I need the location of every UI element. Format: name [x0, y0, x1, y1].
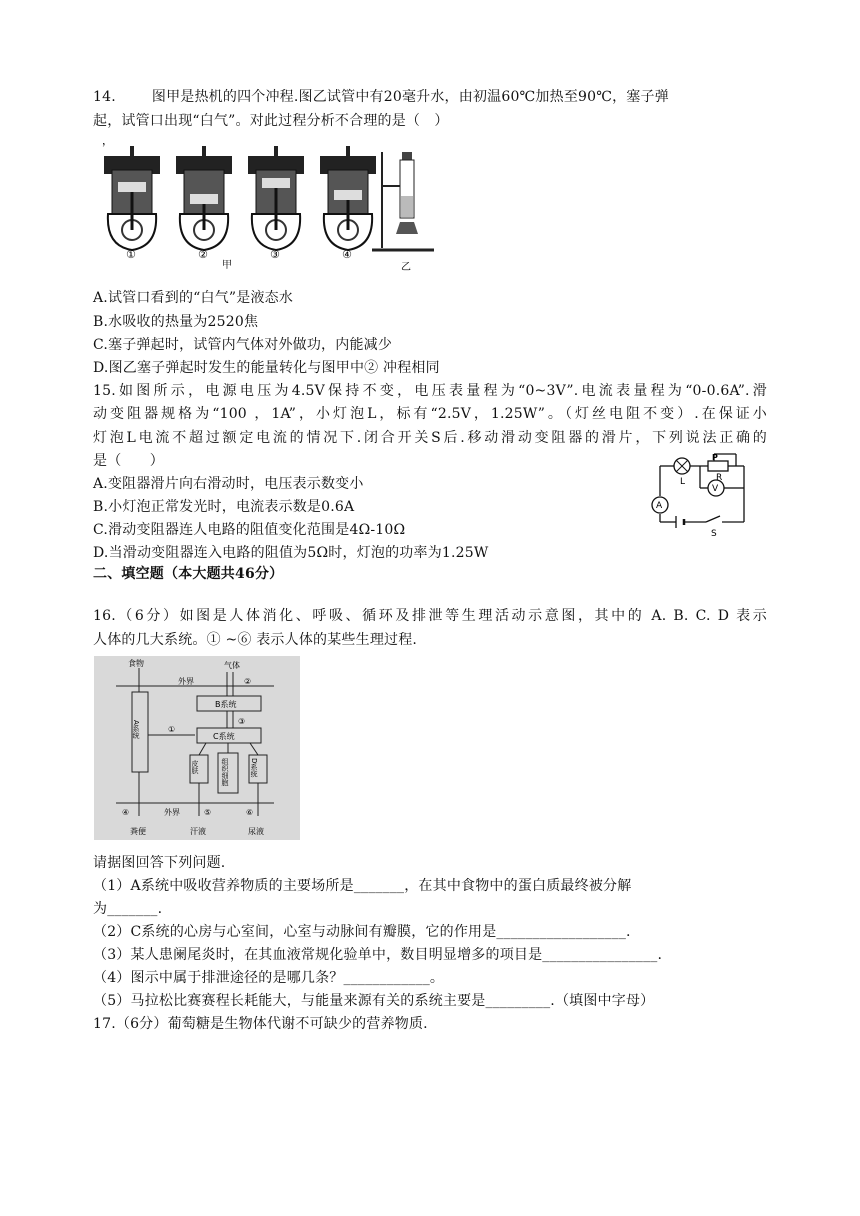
engine-label-3: ③ — [270, 248, 280, 261]
engine-label-2: ② — [198, 248, 208, 261]
label-r: R — [716, 473, 723, 483]
engine-diagram-1 — [104, 146, 160, 250]
q16-physiology-diagram — [94, 656, 300, 840]
q16-prompt: 请据图回答下列问题. — [93, 855, 226, 871]
q17-text: 17.（6分）葡萄糖是生物体代谢不可缺少的营养物质. — [93, 1016, 428, 1032]
label-d-system: D系统 — [250, 758, 258, 778]
q15-option-d: D.当滑动变阻器连入电路的阻值为5Ω时，灯泡的功率为1.25W — [93, 545, 489, 561]
label-outside-bottom: 外界 — [164, 808, 180, 817]
q14-option-b: B.水吸收的热量为2520焦 — [93, 314, 259, 330]
q15-option-b: B.小灯泡正常发光时，电流表示数是0.6A — [93, 499, 355, 515]
q14-number: 14. — [93, 89, 116, 105]
label-p: P — [712, 453, 718, 462]
q14-text-line1: 图甲是热机的四个冲程.图乙试管中有20毫升水，由初温60℃加热至90℃，塞子弹 — [151, 89, 669, 105]
engine-label-4: ④ — [342, 248, 352, 261]
q14-figure — [96, 134, 436, 276]
engine-diagram-4 — [320, 146, 376, 250]
label-a-system: A系统 — [132, 720, 140, 739]
q16-line1: 16.（6分）如图是人体消化、呼吸、循环及排泄等生理活动示意图，其中的 A. B. C. D 表示 — [93, 608, 767, 624]
battery-symbol — [676, 516, 684, 528]
label-s: S — [711, 529, 717, 539]
section-2-title: 二、填空题（本大题共46分） — [93, 566, 284, 582]
q14-option-a: A.试管口看到的“白气”是液态水 — [93, 290, 294, 306]
label-skin: 皮肤 — [191, 760, 199, 774]
label-food: 食物 — [128, 659, 144, 668]
engine-label-1: ① — [126, 248, 136, 261]
q14-line1 — [93, 86, 669, 106]
label-gas: 气体 — [224, 661, 240, 670]
label-process-5: ⑤ — [204, 808, 212, 817]
label-c-system: C系统 — [213, 732, 235, 741]
label-l: L — [680, 477, 686, 487]
label-a: A — [656, 501, 663, 511]
engine-diagram-3 — [248, 146, 304, 250]
test-tube-apparatus — [372, 152, 434, 250]
q15-line4: 是（ ） — [93, 453, 164, 469]
q15-option-a: A.变阻器滑片向右滑动时，电压表示数变小 — [93, 476, 364, 492]
q16-sub-2: （2）C系统的心房与心室间，心室与动脉间有瓣膜，它的作用是__________________. — [93, 924, 631, 940]
q15-line3: 灯泡L电流不超过额定电流的情况下.闭合开关S后.移动滑动变阻器的滑片，下列说法正确的 — [93, 430, 767, 446]
label-process-3: ③ — [238, 717, 246, 726]
q16-line2: 人体的几大系统。① ~⑥ 表示人体的某些生理过程. — [93, 632, 418, 648]
label-process-4: ④ — [122, 808, 130, 817]
q15-option-c: C.滑动变阻器连人电路的阻值变化范围是4Ω-10Ω — [93, 522, 406, 538]
engine-diagram-2 — [176, 146, 232, 250]
label-process-6: ⑥ — [246, 808, 254, 817]
q14-option-c: C.塞子弹起时，试管内气体对外做功，内能减少 — [93, 337, 393, 353]
label-process-2: ② — [244, 677, 252, 686]
q15-line1: 15.如图所示，电源电压为4.5V保持不变，电压表量程为“0~3V”.电流表量程为“0-0.6A”.滑 — [93, 383, 767, 399]
label-tissue-cells: 组织细胞 — [221, 758, 229, 786]
label-process-1: ① — [168, 725, 176, 734]
q14-option-d: D.图乙塞子弹起时发生的能量转化与图甲中② 冲程相同 — [93, 360, 440, 376]
q16-sub-5: （5）马拉松比赛赛程长耗能大，与能量来源有关的系统主要是_________.（填图中字母） — [93, 993, 655, 1009]
label-jia: 甲 — [222, 260, 232, 271]
label-outside-top: 外界 — [178, 677, 194, 686]
label-feces: 粪便 — [130, 827, 146, 836]
q16-sub-1-cont: 为_______. — [93, 901, 163, 917]
label-yi: 乙 — [401, 262, 411, 273]
label-v: V — [712, 484, 719, 494]
lamp-symbol — [674, 458, 690, 474]
q14-figure-tick: ， — [102, 134, 113, 147]
q14-text-line2: 起，试管口出现“白气”。对此过程分析不合理的是（ ） — [93, 113, 449, 129]
label-urine: 尿液 — [248, 827, 264, 836]
label-sweat: 汗液 — [190, 827, 206, 836]
q15-line2: 动变阻器规格为“100 ，1A”，小灯泡L，标有“2.5V，1.25W”。（灯丝电阻不变）.在保证小 — [93, 406, 767, 422]
q15-circuit-diagram — [640, 452, 752, 542]
q16-sub-4: （4）图示中属于排泄途径的是哪几条？____________。 — [93, 970, 445, 986]
q16-sub-1: （1）A系统中吸收营养物质的主要场所是_______，在其中食物中的蛋白质最终被分解 — [93, 878, 632, 894]
label-b-system: B系统 — [215, 700, 237, 709]
q16-sub-3: （3）某人患阑尾炎时，在其血液常规化验单中，数目明显增多的项目是________________. — [93, 947, 663, 963]
